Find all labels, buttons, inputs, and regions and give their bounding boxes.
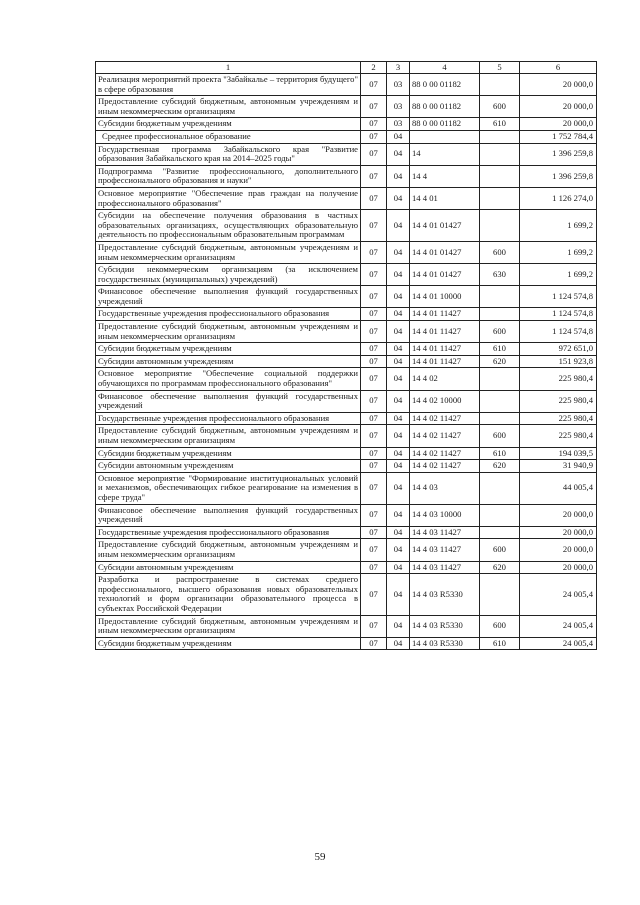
row-amount: 24 005,4 [520,615,597,637]
row-target-article: 88 0 00 01182 [410,74,480,96]
row-section-code: 07 [361,637,387,650]
row-amount: 20 000,0 [520,504,597,526]
table-row [96,355,597,368]
row-subsection-code: 04 [387,504,410,526]
row-expense-type [480,504,520,526]
row-target-article: 14 4 03 R5330 [410,637,480,650]
table-row [96,118,597,131]
row-amount: 151 923,8 [520,355,597,368]
row-name: Государственная программа Забайкальского края "Развитие образования Забайкальского края на 2014–2025 годы" [96,143,361,165]
row-name: Субсидии автономным учреждениям [96,460,361,473]
row-target-article: 14 4 02 10000 [410,390,480,412]
row-target-article: 88 0 00 01182 [410,118,480,131]
row-expense-type: 600 [480,539,520,561]
row-target-article: 14 4 03 R5330 [410,574,480,615]
row-expense-type: 600 [480,425,520,447]
row-target-article: 14 4 03 R5330 [410,615,480,637]
table-row [96,96,597,118]
row-name: Предоставление субсидий бюджетным, автономным учреждениям и иным некоммерческим организациям [96,539,361,561]
row-subsection-code: 04 [387,637,410,650]
table-row [96,368,597,390]
header-col-2: 2 [361,62,387,74]
row-target-article: 14 4 03 11427 [410,539,480,561]
row-name: Субсидии автономным учреждениям [96,561,361,574]
row-subsection-code: 04 [387,539,410,561]
row-name: Основное мероприятие "Обеспечение социальной поддержки обучающихся по программам профессионального образования" [96,368,361,390]
row-target-article: 14 4 03 10000 [410,504,480,526]
row-name: Субсидии на обеспечение получения образования в частных образовательных организациях, осуществляющих образовательную деятельность по профессиональным образовательным программам [96,210,361,242]
row-section-code: 07 [361,561,387,574]
table-row [96,390,597,412]
row-name: Предоставление субсидий бюджетным, автономным учреждениям и иным некоммерческим организациям [96,615,361,637]
row-section-code: 07 [361,447,387,460]
row-target-article: 14 4 01 11427 [410,321,480,343]
row-amount: 1 752 784,4 [520,130,597,143]
row-name: Субсидии некоммерческим организациям (за исключением государственных (муниципальных) учреждений) [96,264,361,286]
row-subsection-code: 04 [387,412,410,425]
row-target-article: 14 4 02 11427 [410,460,480,473]
row-name: Финансовое обеспечение выполнения функций государственных учреждений [96,390,361,412]
page-number: 59 [314,851,326,863]
row-name: Субсидии бюджетным учреждениям [96,637,361,650]
row-amount: 225 980,4 [520,390,597,412]
row-expense-type [480,286,520,308]
row-subsection-code: 04 [387,574,410,615]
row-amount: 194 039,5 [520,447,597,460]
table-row [96,615,597,637]
row-name: Субсидии бюджетным учреждениям [96,343,361,356]
row-expense-type: 610 [480,343,520,356]
row-section-code: 07 [361,343,387,356]
row-subsection-code: 03 [387,74,410,96]
row-amount: 1 396 259,8 [520,165,597,187]
header-col-1: 1 [96,62,361,74]
header-col-4: 4 [410,62,480,74]
row-amount: 225 980,4 [520,412,597,425]
row-section-code: 07 [361,425,387,447]
row-section-code: 07 [361,241,387,263]
row-expense-type: 630 [480,264,520,286]
row-name: Субсидии бюджетным учреждениям [96,447,361,460]
row-expense-type: 600 [480,615,520,637]
row-expense-type: 620 [480,355,520,368]
row-name: Предоставление субсидий бюджетным, автономным учреждениям и иным некоммерческим организациям [96,425,361,447]
row-section-code: 07 [361,96,387,118]
row-name: Финансовое обеспечение выполнения функций государственных учреждений [96,286,361,308]
row-name: Финансовое обеспечение выполнения функций государственных учреждений [96,504,361,526]
row-target-article: 14 4 [410,165,480,187]
row-amount: 44 005,4 [520,472,597,504]
row-name: Субсидии бюджетным учреждениям [96,118,361,131]
row-expense-type: 600 [480,96,520,118]
table-header [96,62,597,74]
row-subsection-code: 03 [387,118,410,131]
row-target-article: 14 4 02 [410,368,480,390]
row-expense-type [480,187,520,209]
row-section-code: 07 [361,130,387,143]
row-subsection-code: 04 [387,241,410,263]
row-target-article: 14 4 01 11427 [410,308,480,321]
row-amount: 20 000,0 [520,561,597,574]
row-name: Предоставление субсидий бюджетным, автономным учреждениям и иным некоммерческим организациям [96,241,361,263]
row-subsection-code: 04 [387,615,410,637]
row-expense-type [480,390,520,412]
row-target-article: 14 4 02 11427 [410,412,480,425]
row-expense-type [480,308,520,321]
row-subsection-code: 04 [387,447,410,460]
table-row [96,187,597,209]
row-amount: 1 124 574,8 [520,321,597,343]
row-expense-type: 600 [480,241,520,263]
row-name: Предоставление субсидий бюджетным, автономным учреждениям и иным некоммерческим организациям [96,321,361,343]
table-row [96,143,597,165]
row-subsection-code: 04 [387,343,410,356]
row-subsection-code: 04 [387,425,410,447]
row-section-code: 07 [361,308,387,321]
row-section-code: 07 [361,368,387,390]
row-target-article: 14 4 01 [410,187,480,209]
row-target-article: 14 4 01 01427 [410,241,480,263]
row-amount: 1 396 259,8 [520,143,597,165]
table-row [96,241,597,263]
row-expense-type [480,526,520,539]
row-section-code: 07 [361,165,387,187]
row-section-code: 07 [361,526,387,539]
table-body [96,74,597,650]
row-amount: 20 000,0 [520,526,597,539]
table-row [96,264,597,286]
row-section-code: 07 [361,74,387,96]
table-row [96,286,597,308]
row-expense-type: 620 [480,460,520,473]
row-name: Подпрограмма "Развитие профессионального, дополнительного профессионального образования и науки" [96,165,361,187]
row-section-code: 07 [361,574,387,615]
row-name: Субсидии автономным учреждениям [96,355,361,368]
row-subsection-code: 04 [387,561,410,574]
table-row [96,504,597,526]
row-expense-type: 600 [480,321,520,343]
row-section-code: 07 [361,286,387,308]
row-target-article: 14 4 01 11427 [410,355,480,368]
row-target-article [410,130,480,143]
table-row [96,130,597,143]
row-section-code: 07 [361,412,387,425]
table-row [96,460,597,473]
header-col-6: 6 [520,62,597,74]
row-section-code: 07 [361,460,387,473]
table-row [96,447,597,460]
table-row [96,574,597,615]
row-target-article: 14 4 01 11427 [410,343,480,356]
row-section-code: 07 [361,210,387,242]
table-row [96,321,597,343]
row-expense-type [480,130,520,143]
row-target-article: 14 4 02 11427 [410,425,480,447]
row-subsection-code: 04 [387,286,410,308]
row-section-code: 07 [361,615,387,637]
row-expense-type [480,143,520,165]
table-row [96,74,597,96]
row-section-code: 07 [361,472,387,504]
table-row [96,561,597,574]
row-subsection-code: 04 [387,390,410,412]
row-amount: 1 699,2 [520,241,597,263]
header-col-3: 3 [387,62,410,74]
row-expense-type [480,472,520,504]
row-name: Государственные учреждения профессионального образования [96,308,361,321]
row-expense-type [480,368,520,390]
row-name: Реализация мероприятий проекта "Забайкалье – территория будущего" в сфере образования [96,74,361,96]
row-expense-type [480,412,520,425]
row-section-code: 07 [361,504,387,526]
row-expense-type: 620 [480,561,520,574]
header-row [96,62,597,74]
row-name: Государственные учреждения профессионального образования [96,412,361,425]
row-section-code: 07 [361,143,387,165]
row-amount: 24 005,4 [520,637,597,650]
row-expense-type: 610 [480,447,520,460]
table-row [96,539,597,561]
row-subsection-code: 04 [387,460,410,473]
row-amount: 1 124 574,8 [520,286,597,308]
row-subsection-code: 04 [387,472,410,504]
row-subsection-code: 04 [387,355,410,368]
row-amount: 225 980,4 [520,425,597,447]
row-subsection-code: 04 [387,187,410,209]
table-row [96,343,597,356]
row-subsection-code: 04 [387,308,410,321]
row-target-article: 14 4 01 10000 [410,286,480,308]
table-row [96,637,597,650]
row-target-article: 14 4 01 01427 [410,264,480,286]
row-amount: 24 005,4 [520,574,597,615]
row-section-code: 07 [361,264,387,286]
row-amount: 1 124 574,8 [520,308,597,321]
table-row [96,210,597,242]
row-subsection-code: 04 [387,368,410,390]
row-target-article: 14 4 03 11427 [410,526,480,539]
row-amount: 20 000,0 [520,96,597,118]
budget-table [95,61,597,650]
row-name: Основное мероприятие "Обеспечение прав граждан на получение профессионального образования" [96,187,361,209]
row-amount: 1 126 274,0 [520,187,597,209]
row-amount: 20 000,0 [520,539,597,561]
row-expense-type [480,165,520,187]
table-row [96,425,597,447]
row-name: Предоставление субсидий бюджетным, автономным учреждениям и иным некоммерческим организациям [96,96,361,118]
row-amount: 31 940,9 [520,460,597,473]
table-row [96,165,597,187]
table-row [96,308,597,321]
row-target-article: 14 4 01 01427 [410,210,480,242]
row-subsection-code: 04 [387,526,410,539]
row-expense-type: 610 [480,637,520,650]
row-target-article: 14 4 02 11427 [410,447,480,460]
row-target-article: 88 0 00 01182 [410,96,480,118]
table-row [96,526,597,539]
row-expense-type [480,574,520,615]
row-subsection-code: 04 [387,264,410,286]
row-amount: 1 699,2 [520,210,597,242]
table-row [96,412,597,425]
row-amount: 225 980,4 [520,368,597,390]
row-section-code: 07 [361,187,387,209]
row-subsection-code: 03 [387,96,410,118]
row-name: Основное мероприятие "Формирование институциональных условий и механизмов, обеспечивающих гибкое реагирование на изменения в сфере труда" [96,472,361,504]
row-name: Разработка и распространение в системах среднего профессионального, высшего образования новых образовательных технологий и форм организации образовательного процесса в субъектах Российской Федерации [96,574,361,615]
header-col-5: 5 [480,62,520,74]
row-target-article: 14 [410,143,480,165]
row-amount: 1 699,2 [520,264,597,286]
row-section-code: 07 [361,390,387,412]
row-amount: 20 000,0 [520,118,597,131]
row-name: Государственные учреждения профессионального образования [96,526,361,539]
row-expense-type [480,210,520,242]
row-subsection-code: 04 [387,143,410,165]
row-subsection-code: 04 [387,321,410,343]
row-section-code: 07 [361,118,387,131]
row-amount: 972 651,0 [520,343,597,356]
row-section-code: 07 [361,321,387,343]
row-section-code: 07 [361,355,387,368]
row-section-code: 07 [361,539,387,561]
row-target-article: 14 4 03 11427 [410,561,480,574]
row-expense-type [480,74,520,96]
row-expense-type: 610 [480,118,520,131]
row-subsection-code: 04 [387,165,410,187]
table-row [96,472,597,504]
row-name: Среднее профессиональное образование [96,130,361,143]
row-subsection-code: 04 [387,210,410,242]
row-target-article: 14 4 03 [410,472,480,504]
row-subsection-code: 04 [387,130,410,143]
row-amount: 20 000,0 [520,74,597,96]
